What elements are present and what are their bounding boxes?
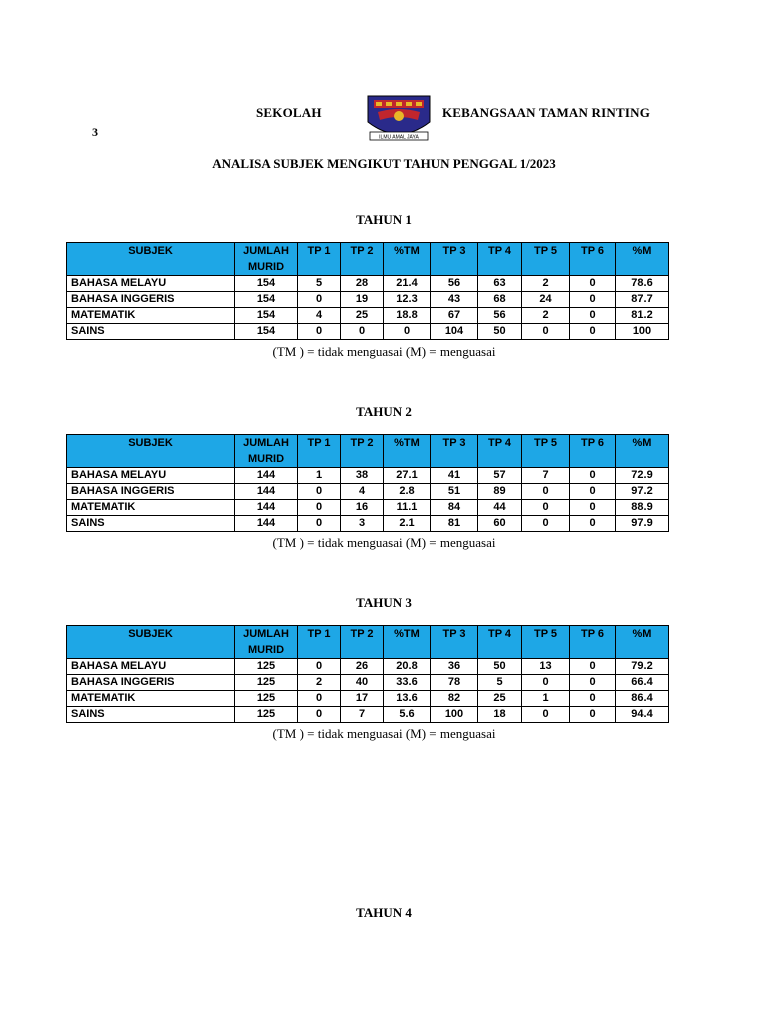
table-row <box>67 516 669 532</box>
value-cell: 43 <box>431 292 478 308</box>
table-row <box>67 308 669 324</box>
section-title: TAHUN 3 <box>356 595 412 610</box>
value-cell: 100 <box>616 324 669 340</box>
value-cell: 144 <box>235 468 298 484</box>
header-overflow-line: 3 <box>92 125 98 139</box>
value-cell: 27.1 <box>384 468 431 484</box>
subject-cell: MATEMATIK <box>67 308 235 324</box>
value-cell: 26 <box>341 659 384 675</box>
section-title: TAHUN 2 <box>356 404 412 419</box>
value-cell: 0 <box>570 691 616 707</box>
subject-cell: BAHASA INGGERIS <box>67 675 235 691</box>
subject-cell: BAHASA INGGERIS <box>67 484 235 500</box>
col-jumlah-murid: JUMLAH MURID <box>235 243 298 276</box>
col-tp2: TP 2 <box>341 243 384 276</box>
value-cell: 24 <box>522 292 570 308</box>
col-pct-tm: %TM <box>384 243 431 276</box>
value-cell: 7 <box>341 707 384 723</box>
table-header-row <box>67 435 669 468</box>
table-row <box>67 468 669 484</box>
value-cell: 68 <box>478 292 522 308</box>
value-cell: 5 <box>298 276 341 292</box>
value-cell: 21.4 <box>384 276 431 292</box>
col-tp5: TP 5 <box>522 243 570 276</box>
value-cell: 36 <box>431 659 478 675</box>
results-table <box>66 242 669 340</box>
value-cell: 94.4 <box>616 707 669 723</box>
value-cell: 0 <box>570 292 616 308</box>
value-cell: 0 <box>570 484 616 500</box>
subject-cell: BAHASA MELAYU <box>67 468 235 484</box>
legend-note: (TM ) = tidak menguasai (M) = menguasai <box>272 726 496 741</box>
col-subjek: SUBJEK <box>67 243 235 276</box>
value-cell: 72.9 <box>616 468 669 484</box>
value-cell: 0 <box>298 292 341 308</box>
value-cell: 18 <box>478 707 522 723</box>
value-cell: 13.6 <box>384 691 431 707</box>
value-cell: 125 <box>235 691 298 707</box>
value-cell: 56 <box>478 308 522 324</box>
col-tp1: TP 1 <box>298 626 341 659</box>
value-cell: 0 <box>522 707 570 723</box>
value-cell: 0 <box>522 500 570 516</box>
col-pct-m: %M <box>616 243 669 276</box>
value-cell: 0 <box>298 659 341 675</box>
value-cell: 60 <box>478 516 522 532</box>
value-cell: 89 <box>478 484 522 500</box>
value-cell: 0 <box>298 516 341 532</box>
value-cell: 0 <box>570 500 616 516</box>
col-tp6: TP 6 <box>570 243 616 276</box>
value-cell: 50 <box>478 659 522 675</box>
subject-cell: SAINS <box>67 707 235 723</box>
value-cell: 51 <box>431 484 478 500</box>
value-cell: 19 <box>341 292 384 308</box>
value-cell: 144 <box>235 516 298 532</box>
value-cell: 87.7 <box>616 292 669 308</box>
value-cell: 78 <box>431 675 478 691</box>
subject-cell: BAHASA MELAYU <box>67 276 235 292</box>
value-cell: 0 <box>298 691 341 707</box>
value-cell: 7 <box>522 468 570 484</box>
col-tp4: TP 4 <box>478 626 522 659</box>
value-cell: 0 <box>522 484 570 500</box>
value-cell: 97.2 <box>616 484 669 500</box>
value-cell: 0 <box>570 324 616 340</box>
value-cell: 81 <box>431 516 478 532</box>
value-cell: 154 <box>235 292 298 308</box>
table-row <box>67 324 669 340</box>
value-cell: 38 <box>341 468 384 484</box>
value-cell: 16 <box>341 500 384 516</box>
value-cell: 97.9 <box>616 516 669 532</box>
value-cell: 86.4 <box>616 691 669 707</box>
value-cell: 56 <box>431 276 478 292</box>
col-tp5: TP 5 <box>522 626 570 659</box>
header-school-word: SEKOLAH <box>256 105 322 120</box>
school-logo <box>362 92 436 144</box>
value-cell: 82 <box>431 691 478 707</box>
legend-note: (TM ) = tidak menguasai (M) = menguasai <box>272 344 496 359</box>
value-cell: 0 <box>570 516 616 532</box>
col-jumlah-murid: JUMLAH MURID <box>235 626 298 659</box>
value-cell: 88.9 <box>616 500 669 516</box>
value-cell: 67 <box>431 308 478 324</box>
table-header-row <box>67 626 669 659</box>
section-title: TAHUN 1 <box>356 212 412 227</box>
col-tp4: TP 4 <box>478 435 522 468</box>
col-tp3: TP 3 <box>431 626 478 659</box>
table-row <box>67 292 669 308</box>
value-cell: 63 <box>478 276 522 292</box>
value-cell: 5 <box>478 675 522 691</box>
results-table <box>66 434 669 532</box>
col-tp3: TP 3 <box>431 435 478 468</box>
value-cell: 0 <box>570 468 616 484</box>
value-cell: 0 <box>570 308 616 324</box>
value-cell: 13 <box>522 659 570 675</box>
value-cell: 17 <box>341 691 384 707</box>
value-cell: 0 <box>298 500 341 516</box>
value-cell: 4 <box>298 308 341 324</box>
value-cell: 104 <box>431 324 478 340</box>
value-cell: 41 <box>431 468 478 484</box>
value-cell: 0 <box>522 516 570 532</box>
col-tp1: TP 1 <box>298 243 341 276</box>
value-cell: 3 <box>341 516 384 532</box>
value-cell: 0 <box>570 276 616 292</box>
table-row <box>67 500 669 516</box>
col-tp1: TP 1 <box>298 435 341 468</box>
col-tp2: TP 2 <box>341 626 384 659</box>
value-cell: 25 <box>478 691 522 707</box>
results-table <box>66 625 669 723</box>
col-tp3: TP 3 <box>431 243 478 276</box>
subject-cell: MATEMATIK <box>67 691 235 707</box>
value-cell: 40 <box>341 675 384 691</box>
value-cell: 66.4 <box>616 675 669 691</box>
table-row <box>67 484 669 500</box>
value-cell: 0 <box>298 324 341 340</box>
value-cell: 2.1 <box>384 516 431 532</box>
value-cell: 1 <box>522 691 570 707</box>
value-cell: 100 <box>431 707 478 723</box>
legend-note: (TM ) = tidak menguasai (M) = menguasai <box>272 535 496 550</box>
subject-cell: MATEMATIK <box>67 500 235 516</box>
page-title: ANALISA SUBJEK MENGIKUT TAHUN PENGGAL 1/2023 <box>212 156 556 171</box>
col-tp6: TP 6 <box>570 435 616 468</box>
value-cell: 33.6 <box>384 675 431 691</box>
value-cell: 2.8 <box>384 484 431 500</box>
header-school-name: KEBANGSAAN TAMAN RINTING <box>442 105 651 120</box>
col-pct-m: %M <box>616 435 669 468</box>
col-subjek: SUBJEK <box>67 435 235 468</box>
value-cell: 84 <box>431 500 478 516</box>
value-cell: 79.2 <box>616 659 669 675</box>
col-tp5: TP 5 <box>522 435 570 468</box>
value-cell: 125 <box>235 675 298 691</box>
table-row <box>67 276 669 292</box>
section-title: TAHUN 4 <box>356 905 412 920</box>
value-cell: 0 <box>522 675 570 691</box>
table-row <box>67 691 669 707</box>
value-cell: 2 <box>522 308 570 324</box>
value-cell: 11.1 <box>384 500 431 516</box>
value-cell: 2 <box>522 276 570 292</box>
value-cell: 78.6 <box>616 276 669 292</box>
value-cell: 57 <box>478 468 522 484</box>
value-cell: 125 <box>235 659 298 675</box>
table-row <box>67 659 669 675</box>
table-row <box>67 707 669 723</box>
value-cell: 18.8 <box>384 308 431 324</box>
col-jumlah-murid: JUMLAH MURID <box>235 435 298 468</box>
subject-cell: SAINS <box>67 324 235 340</box>
col-subjek: SUBJEK <box>67 626 235 659</box>
value-cell: 0 <box>522 324 570 340</box>
value-cell: 144 <box>235 484 298 500</box>
value-cell: 28 <box>341 276 384 292</box>
col-tp2: TP 2 <box>341 435 384 468</box>
col-pct-tm: %TM <box>384 626 431 659</box>
value-cell: 0 <box>570 707 616 723</box>
value-cell: 154 <box>235 276 298 292</box>
value-cell: 0 <box>298 707 341 723</box>
value-cell: 50 <box>478 324 522 340</box>
col-pct-m: %M <box>616 626 669 659</box>
subject-cell: SAINS <box>67 516 235 532</box>
col-pct-tm: %TM <box>384 435 431 468</box>
table-row <box>67 675 669 691</box>
value-cell: 25 <box>341 308 384 324</box>
value-cell: 144 <box>235 500 298 516</box>
value-cell: 5.6 <box>384 707 431 723</box>
value-cell: 44 <box>478 500 522 516</box>
value-cell: 81.2 <box>616 308 669 324</box>
logo-motto: ILMU AMAL JAYA <box>379 134 419 141</box>
value-cell: 1 <box>298 468 341 484</box>
value-cell: 20.8 <box>384 659 431 675</box>
col-tp4: TP 4 <box>478 243 522 276</box>
subject-cell: BAHASA MELAYU <box>67 659 235 675</box>
value-cell: 0 <box>298 484 341 500</box>
table-header-row <box>67 243 669 276</box>
value-cell: 154 <box>235 308 298 324</box>
value-cell: 2 <box>298 675 341 691</box>
value-cell: 12.3 <box>384 292 431 308</box>
value-cell: 154 <box>235 324 298 340</box>
value-cell: 4 <box>341 484 384 500</box>
col-tp6: TP 6 <box>570 626 616 659</box>
value-cell: 0 <box>384 324 431 340</box>
value-cell: 0 <box>570 675 616 691</box>
value-cell: 0 <box>341 324 384 340</box>
value-cell: 125 <box>235 707 298 723</box>
value-cell: 0 <box>570 659 616 675</box>
subject-cell: BAHASA INGGERIS <box>67 292 235 308</box>
